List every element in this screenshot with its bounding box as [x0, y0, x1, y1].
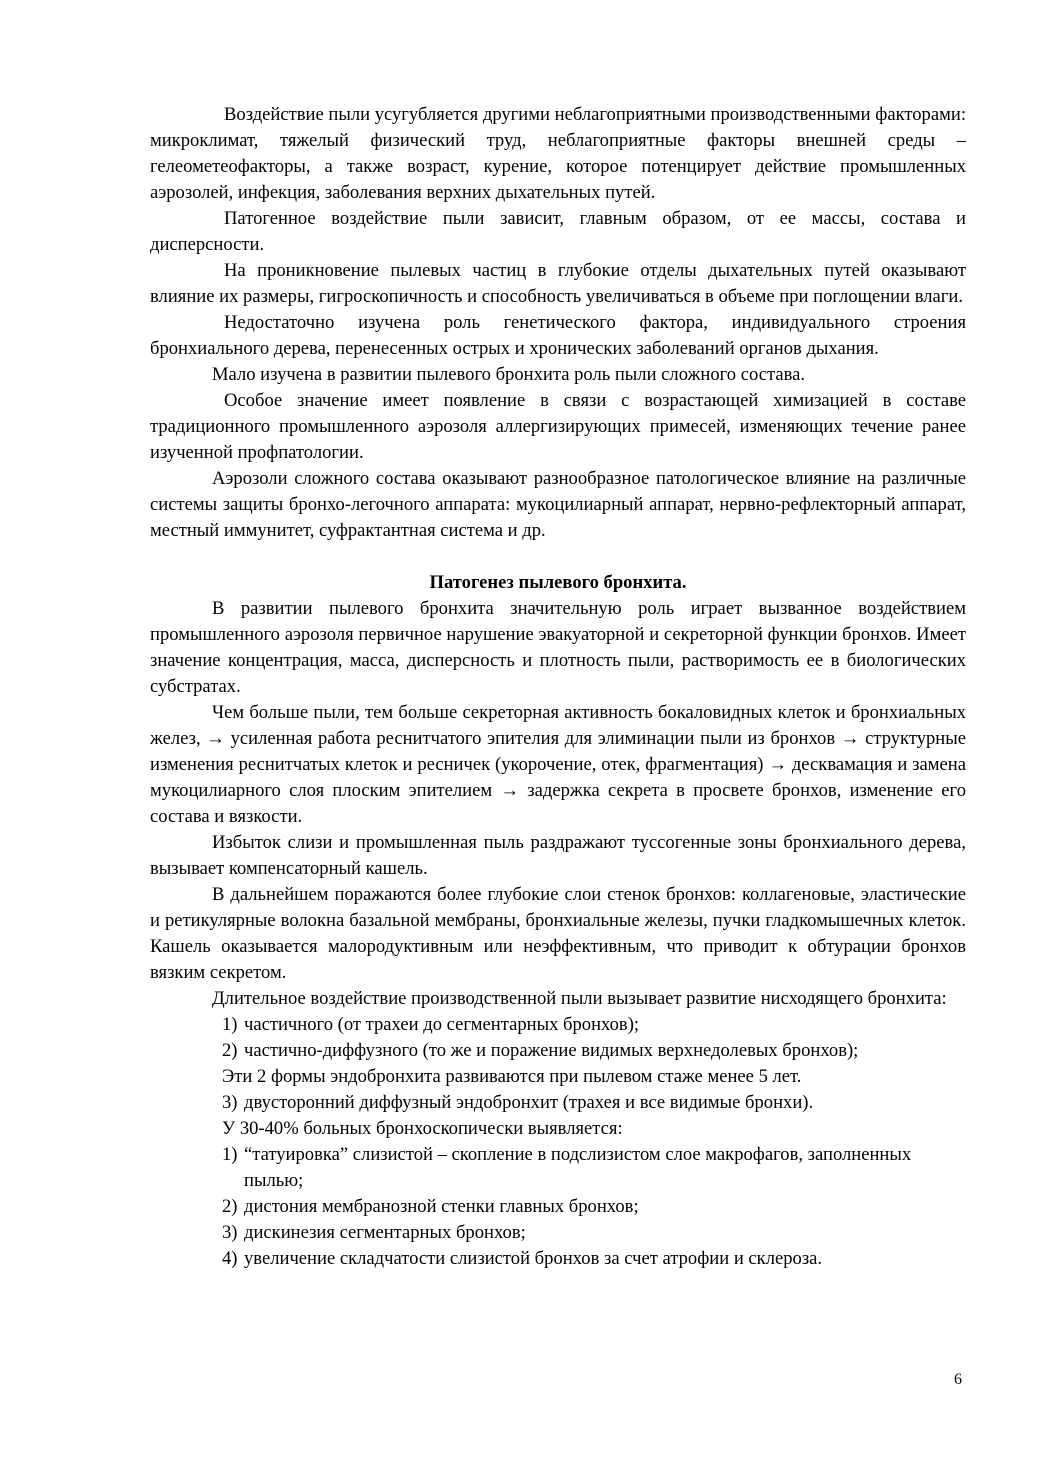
list-item-number: 2) [222, 1040, 238, 1061]
paragraph: На проникновение пылевых частиц в глубокие отделы дыхательных путей оказывают влияние их размеры, гигроскопичность и способность увеличиваться в объеме при поглощении влаги. [150, 260, 966, 307]
list-item-text: дистония мембранозной стенки главных бронхов; [244, 1196, 639, 1217]
list-item [150, 1038, 966, 1064]
list-item-number: 4) [222, 1248, 238, 1269]
list-note: У 30-40% больных бронхоскопически выявляется: [222, 1118, 623, 1139]
paragraph: Длительное воздействие производственной пыли вызывает развитие нисходящего бронхита: [212, 988, 947, 1009]
list-item-number: 2) [222, 1196, 238, 1217]
list-item-number: 3) [222, 1092, 238, 1113]
paragraph: Аэрозоли сложного состава оказывают разнообразное патологическое влияние на различные системы защиты бронхо-легочного аппарата: мукоцилиарный аппарат, нервно-рефлекторный аппарат, местный иммунитет, суфрактантная система и др. [150, 468, 966, 541]
list-item-text: частично-диффузного (то же и поражение видимых верхнедолевых бронхов); [244, 1040, 859, 1061]
paragraph: В дальнейшем поражаются более глубокие слои стенок бронхов: коллагеновые, эластические и ретикулярные волокна базальной мембраны, бронхиальные железы, пучки гладкомышечных клеток. Кашель оказывается малородуктивным или неэффективным, что приводит к обтурации бронхов вязким секретом. [150, 884, 966, 983]
paragraph: Воздействие пыли усугубляется другими неблагоприятными производственными факторами: микроклимат, тяжелый физический труд, неблагоприятные факторы внешней среды – гелеометеофакторы, а также возраст, курение, которое потенцирует действие промышленных аэрозолей, инфекция, заболевания верхних дыхательных путей. [150, 104, 966, 203]
list-note: Эти 2 формы эндобронхита развиваются при пылевом стаже менее 5 лет. [222, 1066, 802, 1087]
paragraph: Мало изучена в развитии пылевого бронхита роль пыли сложного состава. [212, 364, 806, 385]
list-item [150, 1012, 966, 1038]
list-item-text: дискинезия сегментарных бронхов; [244, 1222, 526, 1243]
bronchoscopy-findings-list [150, 1142, 966, 1272]
section-heading: Патогенез пылевого бронхита. [429, 572, 687, 593]
list-item-text: частичного (от трахеи до сегментарных бронхов); [244, 1014, 640, 1035]
list-item [150, 1194, 966, 1220]
paragraph: В развитии пылевого бронхита значительную роль играет вызванное воздействием промышленного аэрозоля первичное нарушение эвакуаторной и секреторной функции бронхов. Имеет значение концентрация, масса, дисперсность и плотность пыли, растворимость ее в биологических субстратах. [150, 598, 966, 697]
paragraph: Особое значение имеет появление в связи с возрастающей химизацией в составе традиционного промышленного аэрозоля аллергизирующих примесей, изменяющих течение ранее изученной профпатологии. [150, 390, 966, 463]
list-item-text: “татуировка” слизистой – скопление в подслизистом слое макрофагов, заполненных пылью; [244, 1144, 912, 1191]
paragraph: Чем больше пыли, тем больше секреторная активность бокаловидных клеток и бронхиальных желез, → усиленная работа реснитчатого эпителия для элиминации пыли из бронхов → структурные изменения реснитчатых клеток и ресничек (укорочение, отек, фрагментация) → десквамация и замена мукоцилиарного слоя плоским эпителием → задержка секрета в просвете бронхов, изменение его состава и вязкости. [150, 702, 966, 827]
paragraph: Патогенное воздействие пыли зависит, главным образом, от ее массы, состава и дисперсности. [150, 208, 966, 255]
bronchitis-forms-list-continued [150, 1090, 966, 1116]
list-item-number: 1) [222, 1014, 238, 1035]
bronchitis-forms-list [150, 1012, 966, 1064]
list-item [150, 1090, 966, 1116]
paragraph: Недостаточно изучена роль генетического фактора, индивидуального строения бронхиального дерева, перенесенных острых и хронических заболеваний органов дыхания. [150, 312, 966, 359]
list-item [150, 1220, 966, 1246]
paragraph: Избыток слизи и промышленная пыль раздражают туссогенные зоны бронхиального дерева, вызывает компенсаторный кашель. [150, 832, 966, 879]
list-item-number: 1) [222, 1144, 238, 1165]
list-item [150, 1246, 966, 1272]
list-item-text: двусторонний диффузный эндобронхит (трахея и все видимые бронхи). [244, 1092, 814, 1113]
list-item-number: 3) [222, 1222, 238, 1243]
page-content [150, 102, 966, 1272]
list-item-text: увеличение складчатости слизистой бронхов за счет атрофии и склероза. [244, 1248, 823, 1269]
page-number: 6 [954, 1371, 962, 1388]
list-item [150, 1142, 966, 1194]
